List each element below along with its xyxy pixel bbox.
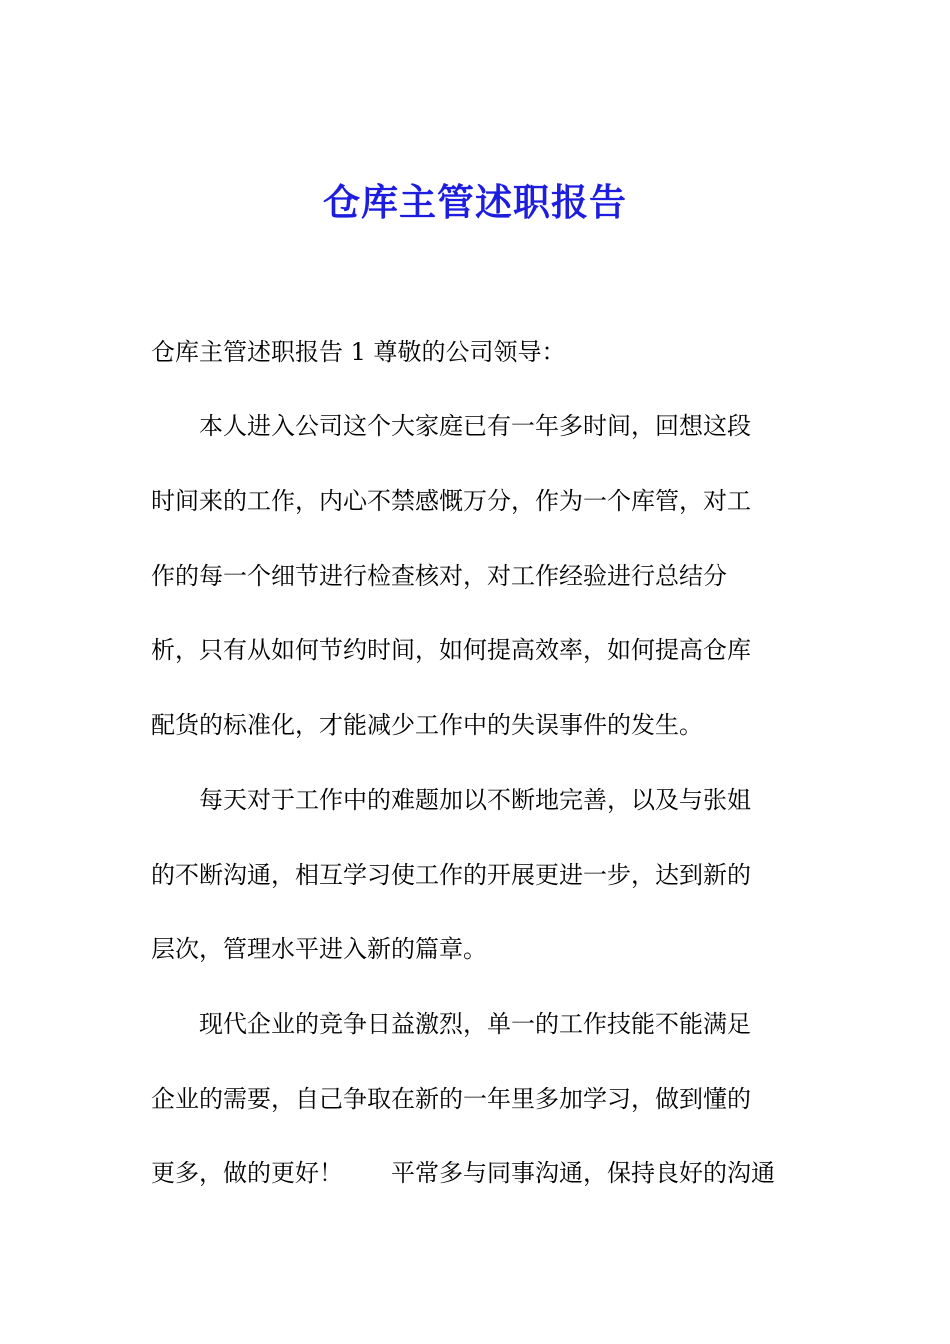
body-line: 每天对于工作中的难题加以不断地完善，以及与张姐 xyxy=(151,786,751,814)
body-line: 作的每一个细节进行检查核对，对工作经验进行总结分 xyxy=(151,562,727,590)
body-line: 更多，做的更好！ 平常多与同事沟通，保持良好的沟通 xyxy=(151,1159,775,1187)
body-line: 仓库主管述职报告 1 尊敬的公司领导： xyxy=(151,338,566,366)
body-line: 企业的需要，自己争取在新的一年里多加学习，做到懂的 xyxy=(151,1085,751,1113)
body-line: 析，只有从如何节约时间，如何提高效率，如何提高仓库 xyxy=(151,636,751,664)
body-line: 现代企业的竞争日益激烈，单一的工作技能不能满足 xyxy=(151,1010,751,1038)
body-line: 本人进入公司这个大家庭已有一年多时间，回想这段 xyxy=(151,412,751,440)
body-line: 层次，管理水平进入新的篇章。 xyxy=(151,935,487,963)
body-line: 的不断沟通，相互学习使工作的开展更进一步，达到新的 xyxy=(151,861,751,889)
document-title: 仓库主管述职报告 xyxy=(323,180,627,224)
body-line: 时间来的工作，内心不禁感慨万分，作为一个库管，对工 xyxy=(151,487,751,515)
body-line: 配货的标准化，才能减少工作中的失误事件的发生。 xyxy=(151,711,703,739)
